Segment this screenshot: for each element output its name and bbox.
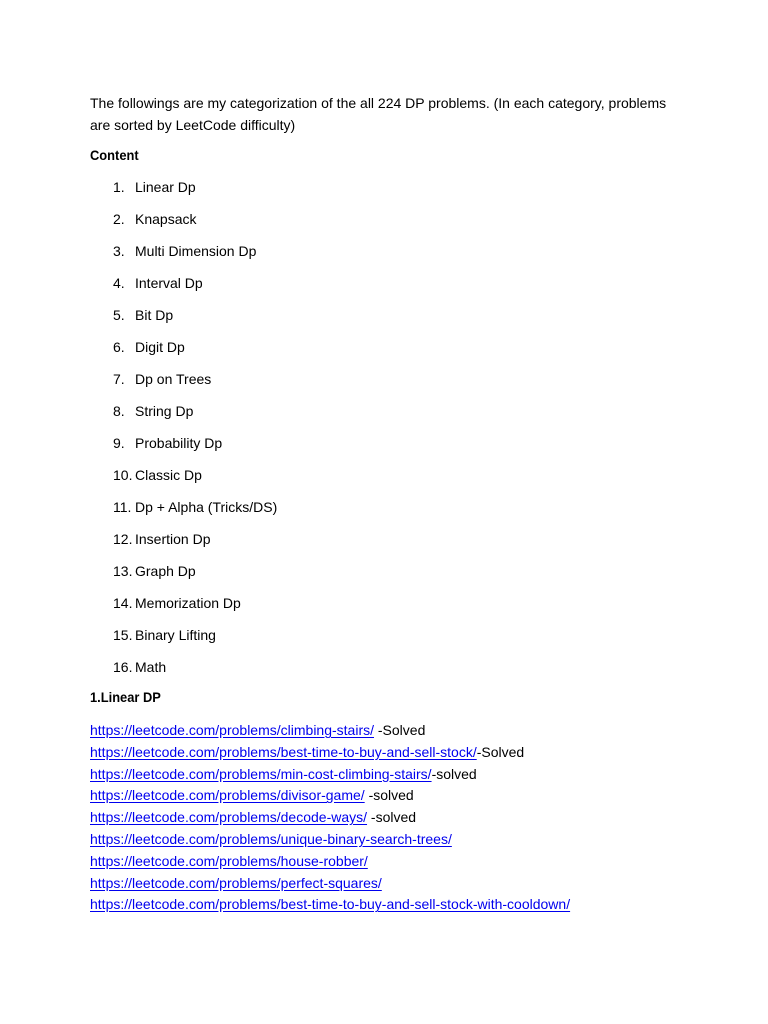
toc-item-number: 6.: [113, 339, 125, 355]
problem-link[interactable]: https://leetcode.com/problems/climbing-stairs/: [90, 722, 374, 738]
problem-link[interactable]: https://leetcode.com/problems/divisor-game/: [90, 787, 365, 804]
toc-item: [90, 434, 690, 466]
toc-item-number: 10.: [113, 467, 133, 483]
toc-item: [90, 594, 690, 626]
problem-status: -Solved: [476, 743, 525, 760]
problem-link-row: [90, 894, 690, 916]
toc-item: [90, 306, 690, 338]
toc-item-label: Memorization Dp: [135, 595, 241, 611]
toc-item: [90, 562, 690, 594]
document-page: [90, 92, 690, 916]
problem-link[interactable]: https://leetcode.com/problems/perfect-squares/: [90, 874, 382, 891]
toc-item-number: 12.: [113, 531, 133, 547]
toc-item: [90, 402, 690, 434]
problem-status: -solved: [367, 809, 417, 826]
toc-item: [90, 178, 690, 210]
problem-link[interactable]: https://leetcode.com/problems/best-time-to-buy-and-sell-stock/: [90, 743, 477, 760]
problem-link[interactable]: https://leetcode.com/problems/house-robber/: [90, 852, 368, 869]
toc-item-number: 4.: [113, 275, 125, 291]
toc-item-number: 2.: [113, 211, 125, 227]
toc-item-number: 11.: [113, 499, 132, 515]
toc-item-label: Linear Dp: [135, 179, 196, 195]
problem-link-row: [90, 742, 690, 764]
toc-item-number: 7.: [113, 371, 125, 387]
toc-item-label: String Dp: [135, 403, 194, 419]
toc-item-number: 1.: [113, 179, 125, 195]
toc-item-label: Digit Dp: [135, 339, 185, 355]
toc-item-number: 5.: [113, 307, 125, 323]
toc-item: [90, 370, 690, 402]
toc-item-label: Classic Dp: [135, 467, 202, 483]
problem-link-row: [90, 851, 690, 873]
problem-link-row: [90, 873, 690, 895]
toc-item-number: 3.: [113, 243, 125, 259]
toc-item-number: 13.: [113, 563, 133, 579]
toc-item: [90, 530, 690, 562]
toc-item: [90, 338, 690, 370]
toc-item-label: Dp on Trees: [135, 371, 212, 387]
problem-link-row: [90, 785, 690, 807]
table-of-contents: [90, 178, 690, 690]
toc-item-number: 14.: [113, 595, 133, 611]
toc-item-label: Binary Lifting: [135, 627, 216, 643]
toc-item-label: Graph Dp: [135, 563, 196, 579]
toc-item-label: Interval Dp: [135, 275, 203, 291]
toc-item: [90, 242, 690, 274]
problem-status: -solved: [431, 765, 477, 782]
toc-item-number: 9.: [113, 435, 125, 451]
toc-item-label: Bit Dp: [135, 307, 174, 323]
toc-item-label: Knapsack: [135, 211, 197, 227]
problem-link-row: [90, 720, 690, 742]
toc-item-number: 16.: [113, 659, 133, 675]
problem-link[interactable]: https://leetcode.com/problems/best-time-to-buy-and-sell-stock-with-cooldown/: [90, 896, 571, 913]
toc-item: [90, 658, 690, 690]
toc-item-number: 8.: [113, 403, 125, 419]
toc-item: [90, 498, 690, 530]
toc-item-number: 15.: [113, 627, 133, 643]
toc-item: [90, 274, 690, 306]
problem-link-row: [90, 764, 690, 786]
problem-link-row: [90, 807, 690, 829]
toc-item-label: Math: [135, 659, 167, 675]
toc-item-label: Dp + Alpha (Tricks/DS): [135, 499, 278, 515]
intro-paragraph: The followings are my categorization of the all 224 DP problems. (In each category, problems are sorted by LeetCode difficulty): [90, 95, 667, 133]
problem-link[interactable]: https://leetcode.com/problems/min-cost-climbing-stairs/: [90, 765, 432, 782]
problem-link-row: [90, 829, 690, 851]
problem-link[interactable]: https://leetcode.com/problems/unique-binary-search-trees/: [90, 830, 452, 847]
content-heading: Content: [90, 147, 139, 163]
toc-item: [90, 466, 690, 498]
problem-link-list: [90, 720, 690, 916]
toc-item-label: Multi Dimension Dp: [135, 243, 257, 259]
section-heading-linear-dp: 1.Linear DP: [90, 689, 161, 705]
toc-item-label: Probability Dp: [135, 435, 223, 451]
problem-link[interactable]: https://leetcode.com/problems/decode-ways/: [90, 809, 368, 826]
problem-status: -Solved: [374, 722, 426, 738]
toc-item: [90, 626, 690, 658]
problem-status: -solved: [364, 787, 414, 804]
toc-item-label: Insertion Dp: [135, 531, 211, 547]
toc-item: [90, 210, 690, 242]
